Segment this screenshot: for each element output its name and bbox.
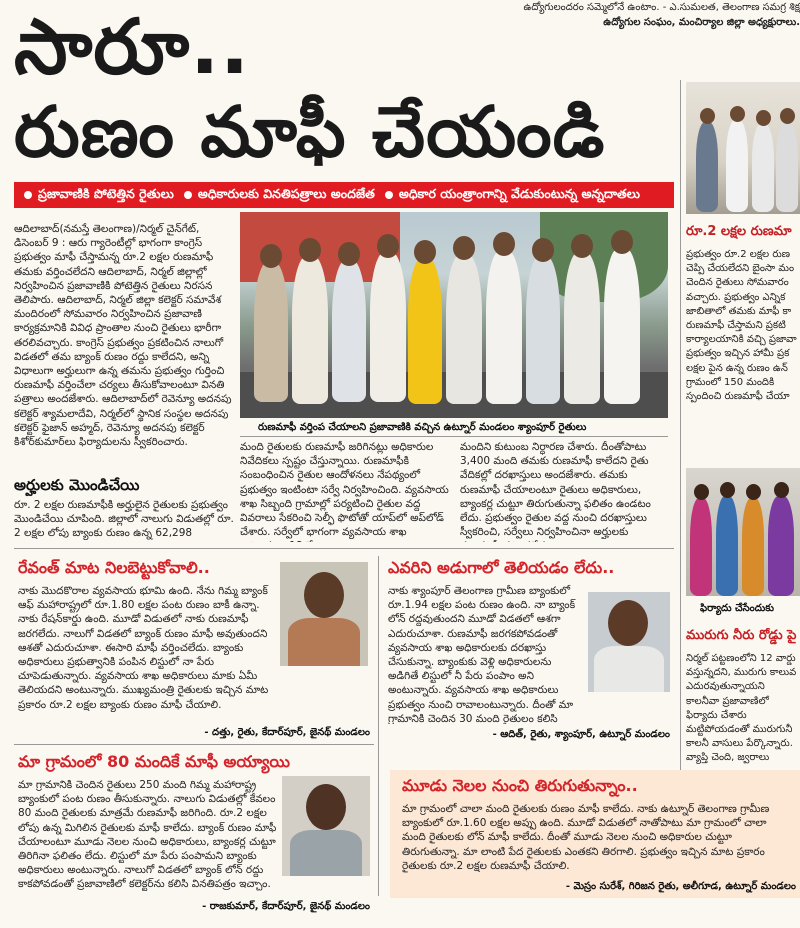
highlight-item: అధికార యంత్రాంగాన్ని వేడుకుంటున్న అన్నదాతలు — [385, 186, 640, 205]
main-col-2: మందిని కుటుంబ నిర్ధారణ చేశారు. దీంతోపాటు 3,400 మంది తమకు రుణమాఫీ కాలేదని రైతు వేదికల్లో దరఖాస్తులు అందజేశారు. తమకు రుణమాఫీ చేయాలంటూ రైతులు అధికారులు, బ్యాంకర్ల చుట్టూ తిరుగుతున్నా ఫలితం ఉండటం లేదు. ప్రభుత్వం రైతుల వద్ద నుంచి దరఖాస్తులు స్వీకరించి, సర్వేలు నిర్వహించినా అర్హులకు — [460, 441, 651, 539]
headline-line1: సారూ.. — [14, 2, 250, 91]
sidebar-divider — [680, 80, 681, 770]
sidebar-photo-2 — [686, 468, 800, 596]
highlight-strip — [14, 182, 674, 208]
farmer-portrait-3 — [588, 592, 670, 692]
story1-text: నాకు మొదకొరాల వ్యవసాయ భూమి ఉంది. నేను గిమ్మ బ్యాంక్ ఆఫ్ మహారాష్ట్రలో రూ.1.80 లక్షల పంట రుణం బాకీ ఉన్నా. నాకు రేషన్‌కార్డు ఉంది. మూడో విడుతలో నాకు రుణమాఫీ జరగలేదు. నాలుగో విడతలో బ్యాంక్ రుణం మాఫీ అవుతుందని ఆశతో ఎదురుచూశా. ఈసారి మాఫీ వర్తించలేదు. బ్యాంకు అధికారులు ప్రభుత్వానికి పంపిన లిస్టులో నా పేరు చూపెడుతున్నారు. వ్యవసాయ శాఖ అధికారులు మాకు ఏమీ తెలియదని అంటున్నారు. ముఖ్యమంత్రి రైతులకు ఇచ్చిన మాట ప్రకారం రూ.2 లక్షల బ్యాంకు రుణం మాఫీ చేయాలి. — [18, 585, 269, 711]
divider — [14, 744, 374, 745]
lead-text: ఆదిలాబాద్(నమస్తే తెలంగాణ)/నిర్మల్ చైన్‌గేట్, డిసెంబర్ 9 : ఆరు గ్యారెంటీల్లో భాగంగా కాంగ్రెస్ ప్రభుత్వం మాఫీ చేస్తామన్న రూ.2 లక్షల రుణమాఫీ తమకు వర్తించలేదని ఆదిలాబాద్, నిర్మల్ జిల్లాల్లో నిర్వహించిన ప్రజావాణికి పోటెత్తిన రైతులు నిరసన తెలిపారు. ఆదిలాబాద్, నిర్మల్ జిల్లా కలెక్టర్ సమావేశ మందిరంలో సోమవారం నిర్వహించిన ప్రజావాణి కార్యక్రమానికి వివిధ ప్రాంతాల నుంచి రైతులు భారీగా తరలివచ్చారు. కాంగ్రెస్ ప్రభుత్వం ప్రకటించిన నాలుగో విడతలో తమ బ్యాంక్ రుణం రద్దు కాలేదని, అన్ని విధాలుగా అర్హులుగా ఉన్న తమను ప్రభుత్వం గుర్తించి రుణమాఫీ వర్తించేలా చర్యలు తీసుకోవాలంటూ వినతి పత్రాలు అందజేశారు. ఆదిలాబాద్‌లో రెవెన్యూ అదనపు కలెక్టర్ శ్యామలాదేవి, నిర్మల్‌లో స్థానిక సంస్థల అదనపు కలెక్టర్ ఫైజాన్ అహ్మద్, రెవెన్యూ అదనపు కలెక్టర్ కిశోర్‌కుమార్‌లు ఫిర్యాదులను స్వీకరించారు. — [14, 223, 232, 449]
story3-title: ఎవరిని అడుగాలో తెలియడం లేదు.. — [388, 558, 615, 577]
farmer-portrait-2 — [282, 776, 370, 876]
sidebar-title-2: మురుగు నీరు రోడ్డు పై — [686, 628, 797, 643]
section-title: అర్హులకు మొండిచేయి — [14, 476, 140, 494]
caption-rule — [240, 436, 668, 437]
story3-text: నాకు శ్యాంపూర్ తెలంగాణ గ్రామీణ బ్యాంకులో రూ.1.94 లక్షల పంట రుణం ఉంది. నా బ్యాంక్ లోన్ రద్దవుతుందని మూడో విడతలో ఆశగా ఎదురుచూశా. రుణమాఫీ జరగకపోవడంతో వ్యవసాయ శాఖ అధికారులకు దరఖాస్తు చేసుకున్నా. బ్యాంకుకు వెళ్లి అధికారులను అడిగితే లిస్టులో నీ పేరు పంపాం అని అంటున్నారు. వ్యవసాయ శాఖ అధికారులు ప్రభుత్వం నుంచి రావాలంటున్నారు. దీంతో మా గ్రామానికి చెందిన 30 మంది రైతులం కలిసి — [388, 585, 576, 724]
top-note-line2: ఉద్యోగుల సంఘం, మంచిర్యాల జిల్లా అధ్యక్షురాలు. — [603, 17, 800, 28]
divider — [14, 548, 674, 549]
story2-text: మా గ్రామానికి చెందిన రైతులు 250 మంది గిమ్మ మహారాష్ట్ర బ్యాంకులో పంట రుణం తీసుకున్నారు. నాలుగు విడుతల్లో కేవలం 80 మంది రైతులకు మాత్రమే రుణమాఫీ జరిగింది. రూ.2 లక్షల లోపు ఉన్న మిగిలిన రైతులకు మాఫీ కాలేదు. బ్యాంక్ రుణం మాఫీ చేయాలంటూ మూడు నెలల నుంచి అధికారులు, బ్యాంకర్ల చుట్టూ తిరిగినా ఫలితం లేదు. లిస్టులో మా పేరు పంపామని బ్యాంకు అధికారులు అంటున్నారు. నాలుగో విడతలో బ్యాంక్ లోన్ రద్దు కాకపోవడంతో ప్రజావాణిలో కలెక్టర్‌ను కలిసి వినతిపత్రం ఇచ్చాం. — [18, 779, 277, 891]
headline-line2: రుణం మాఫీ చేయండి — [14, 91, 606, 173]
sidebar-text-1: ప్రభుత్వం రూ.2 లక్షల రుణ చెప్పి చేయలేదని బైంసా మం చెందిన రైతులు సోమవారం వచ్చారు. ప్రభుత్వం ఎన్నిక జాబితాలో తమకు మాఫీ కా రుణమాఫీ చేస్తామని ప్రకటి కార్యాలయానికి వచ్చి ప్రజావా ప్రభుత్వం ఇచ్చిన హామీ ప్రక లక్షల పైన ఉన్న రుణం ఉన్ గ్రామంలో 150 మందికి స్పందించి రుణమాఫీ చేయా — [686, 249, 797, 403]
story3-signature: - ఆదిత్, రైతు, శ్యాంపూర్, ఉట్నూర్ మండలం — [492, 729, 670, 740]
main-col-1: మంది రైతులకు రుణమాఫీ జరిగినట్లు అధికారుల నివేదికలు స్పష్టం చేస్తున్నాయి. రుణమాఫీకి సంబంధించిన రైతుల ఆందోళనలు నేపథ్యంలో ప్రభుత్వం ఇంటింటా సర్వే నిర్వహించింది. వ్యవసాయ శాఖ సిబ్బంది గ్రామాల్లో పర్యటించి రైతుల వద్ద వివరాలు సేకరించి సెల్ఫీ ఫొటోతో యాప్‌లో అప్‌లోడ్ చేశారు. సర్వేలో భాగంగా వ్యవసాయ శాఖ — [240, 441, 449, 539]
story1-signature: - దత్తు, రైతు, కేదార్‌పూర్, జైనథ్ మండలం — [204, 727, 370, 738]
top-note-line1: ఉద్యోగులందరం సమ్మెలోనే ఉంటాం. - ఎ.సుమలత, తెలంగాణ సమగ్ర శిక్ష — [523, 2, 800, 13]
story4-signature: - మెస్రం సురేశ్, గిరిజన రైతు, అలీగూడ, ఉట్నూర్ మండలం — [565, 881, 796, 892]
column-divider — [378, 556, 379, 896]
top-note — [470, 0, 800, 34]
sidebar-title-1: రూ.2 లక్షల రుణమా — [686, 224, 792, 239]
sidebar-photo-1 — [686, 82, 800, 214]
farmers-group-photo — [240, 212, 668, 418]
story1-title: రేవంత్ మాట నిలబెట్టుకోవాలి.. — [18, 558, 210, 577]
section-text: రూ. 2 లక్షల రుణమాఫీకి అర్హులైన రైతులకు ప్రభుత్వం మొండిచేయి చూపింది. జిల్లాలో నాలుగు విడుతల్లో రూ. 2 లక్షల లోపు బ్యాంకు రుణం ఉన్న 62,298 — [14, 499, 234, 540]
story2-signature: - రాజకుమార్, కేదార్‌పూర్, జైనథ్ మండలం — [202, 901, 370, 912]
bullet-icon — [24, 191, 32, 199]
highlight-item: అధికారులకు వినతిపత్రాలు అందజేత — [184, 186, 375, 205]
sidebar-text-2: నిర్మల్ పట్టణంలోని 12 వార్డు వస్తున్నదని, మురుగు కాలువ ఎదురవుతున్నాయని కాలనీవా ప్రజావాణిలో ఫిర్యాదు చేశారు మట్టిపోయడంతో మురుగునీ కాలనీ వాసులు పేర్కొన్నారు. వ్యాప్తి చెంది, జ్వరాలు — [686, 653, 797, 764]
photo-caption: రుణమాఫీ వర్తింప చేయాలని ప్రజావాణికి వచ్చిన ఉట్నూర్ మండలం శ్యాంపూర్ రైతులు — [258, 422, 587, 433]
story2-title: మా గ్రామంలో 80 మందికే మాఫీ అయ్యాయి — [18, 752, 290, 771]
farmer-portrait-1 — [280, 562, 368, 666]
highlight-item: ప్రజావాణికి పోటెత్తిన రైతులు — [24, 186, 174, 205]
bullet-icon — [184, 191, 192, 199]
sidebar-caption-2: ఫిర్యాదు చేసేందుకు — [700, 603, 774, 614]
story4-title: మూడు నెలల నుంచి తిరుగుతున్నాం.. — [402, 776, 638, 795]
story4-text: మా గ్రామంలో చాలా మంది రైతులకు రుణం మాఫీ కాలేదు. నాకు ఉట్నూర్ తెలంగాణ గ్రామీణ బ్యాంకులో రూ.1.60 లక్షల అప్పు ఉంది. మూడో విడుతలో నాతోపాటు మా గ్రామంలో చాలా మంది రైతులకు లోన్ మాఫీ కాలేదు. దీంతో మూడు నెలల నుంచి అధికారుల చుట్టూ తిరుగుతున్నా. మా లాంటి పేద రైతులకు ఎంతకని తిరగాలి. ప్రభుత్వం ఇచ్చిన మాట ప్రకారం రైతులకు రూ.2 లక్షల రుణమాఫీ చేయాలి. — [402, 803, 770, 872]
bullet-icon — [385, 191, 393, 199]
